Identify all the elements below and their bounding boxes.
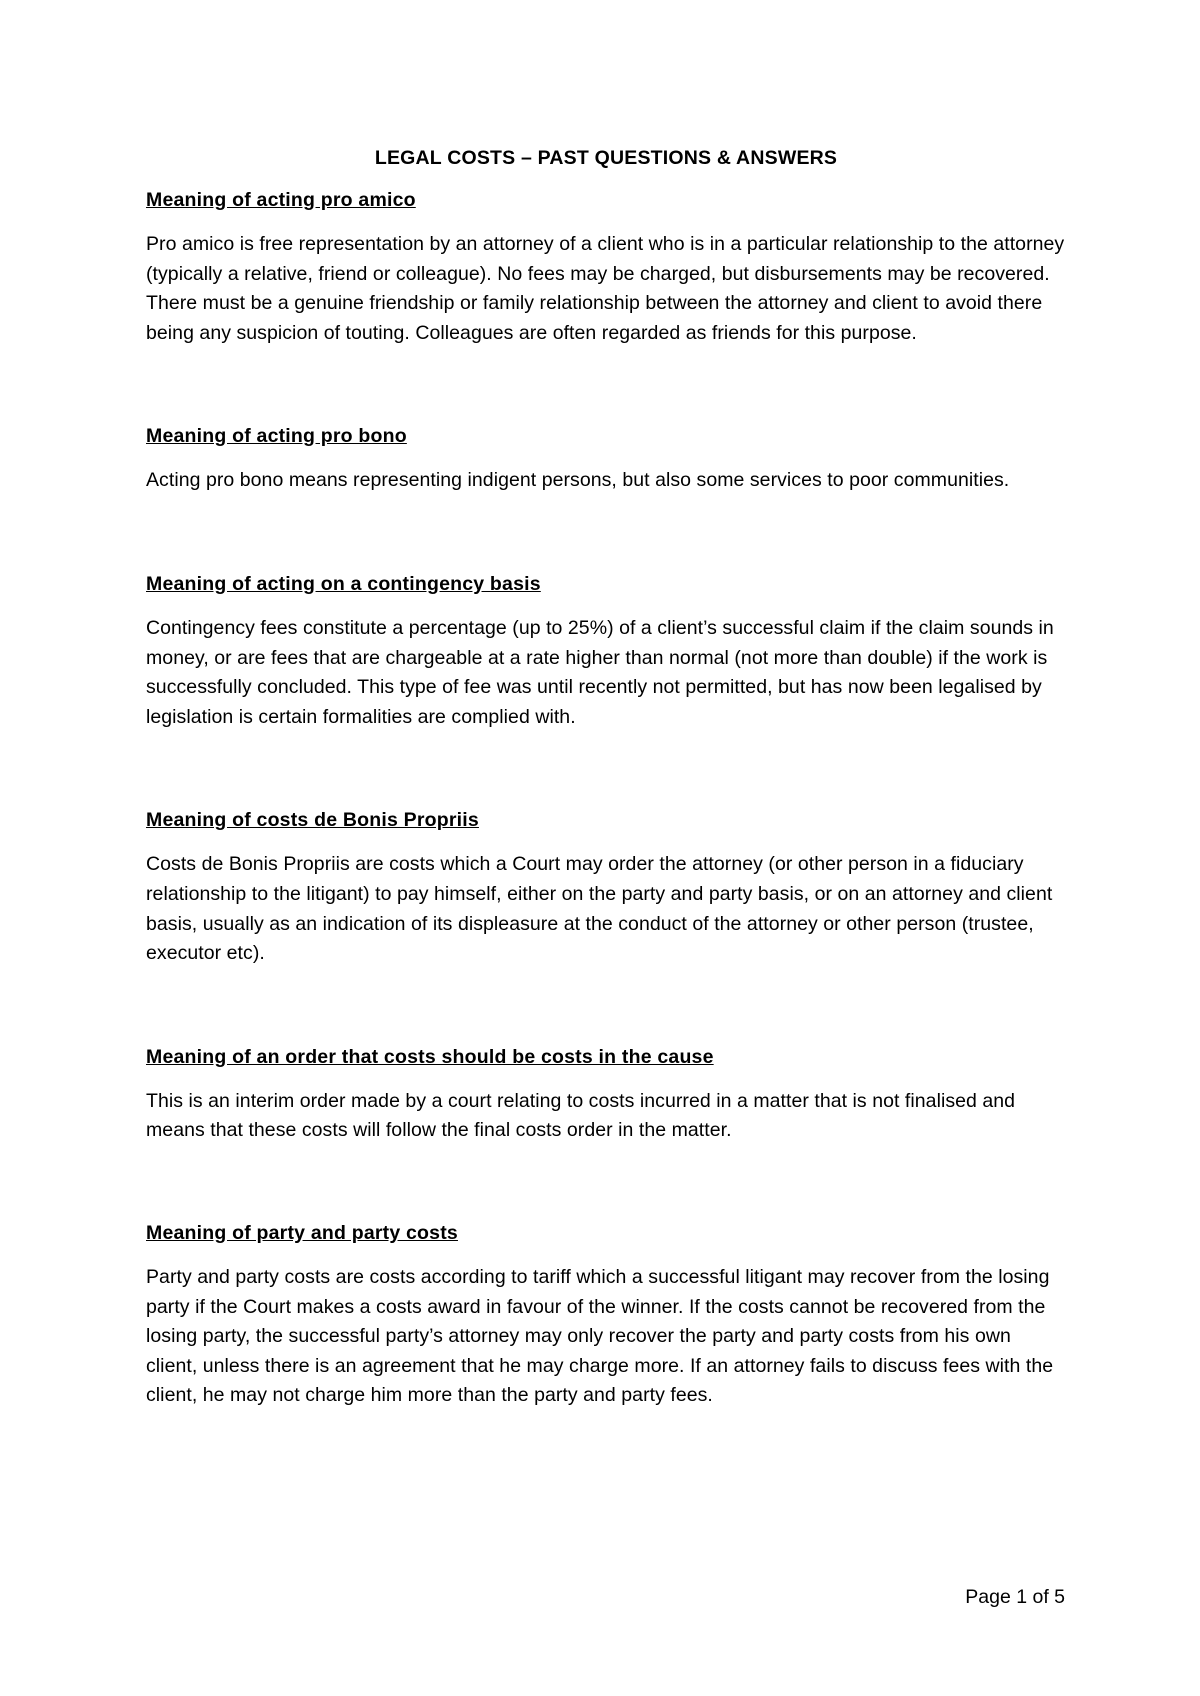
section-body: Contingency fees constitute a percentage (up to 25%) of a client’s successful claim if the claim sounds in money, or are fees that are chargeable at a rate higher than normal (not more than double) if the work is successfully concluded. This type of fee was until recently not permitted, but has now been legalised by legislation is certain formalities are complied with.	[146, 616, 1054, 728]
section-heading: Meaning of acting pro amico	[146, 189, 416, 211]
section-heading: Meaning of party and party costs	[146, 1221, 458, 1244]
section-heading: Meaning of costs de Bonis Propriis	[146, 809, 479, 832]
section-body: Party and party costs are costs according to tariff which a successful litigant may recover from the losing party if the Court makes a costs award in favour of the winner. If the costs cannot be recovered from the losing party, the successful party’s attorney may only recover the party and party costs from his own client, unless there is an agreement that he may charge more. If an attorney fails to discuss fees with the client, he may not charge him more than the party and party fees.	[146, 1265, 1054, 1407]
section-body: Acting pro bono means representing indigent persons, but also some services to poor communities.	[146, 469, 1010, 492]
section-contingency-basis	[146, 572, 1066, 732]
section-body: Costs de Bonis Propriis are costs which a Court may order the attorney (or other person in a fiduciary relationship to the litigant) to pay himself, either on the party and party basis, or on an attorney and client basis, usually as an indication of its displeasure at the conduct of the attorney or other person (trustee, executor etc).	[146, 853, 1053, 965]
section-body: This is an interim order made by a court relating to costs incurred in a matter that is not finalised and means that these costs will follow the final costs order in the matter.	[146, 1089, 1016, 1142]
section-heading: Meaning of acting pro bono	[146, 425, 407, 448]
section-de-bonis-propriis	[146, 808, 1066, 968]
section-heading: Meaning of acting on a contingency basis	[146, 572, 541, 595]
section-pro-amico	[146, 188, 1066, 348]
section-heading: Meaning of an order that costs should be costs in the cause	[146, 1045, 714, 1068]
section-party-and-party-costs	[146, 1221, 1066, 1411]
page-number: Page 1 of 5	[965, 1586, 1065, 1608]
document-content	[146, 146, 1066, 1481]
section-body: Pro amico is free representation by an attorney of a client who is in a particular relationship to the attorney (typically a relative, friend or colleague). No fees may be charged, but disbursements may be recovered. There must be a genuine friendship or family relationship between the attorney and client to avoid there being any suspicion of touting. Colleagues are often regarded as friends for this purpose.	[146, 233, 1065, 344]
document-title: LEGAL COSTS – PAST QUESTIONS & ANSWERS	[374, 147, 838, 169]
section-costs-in-the-cause	[146, 1045, 1066, 1146]
section-pro-bono	[146, 424, 1066, 496]
